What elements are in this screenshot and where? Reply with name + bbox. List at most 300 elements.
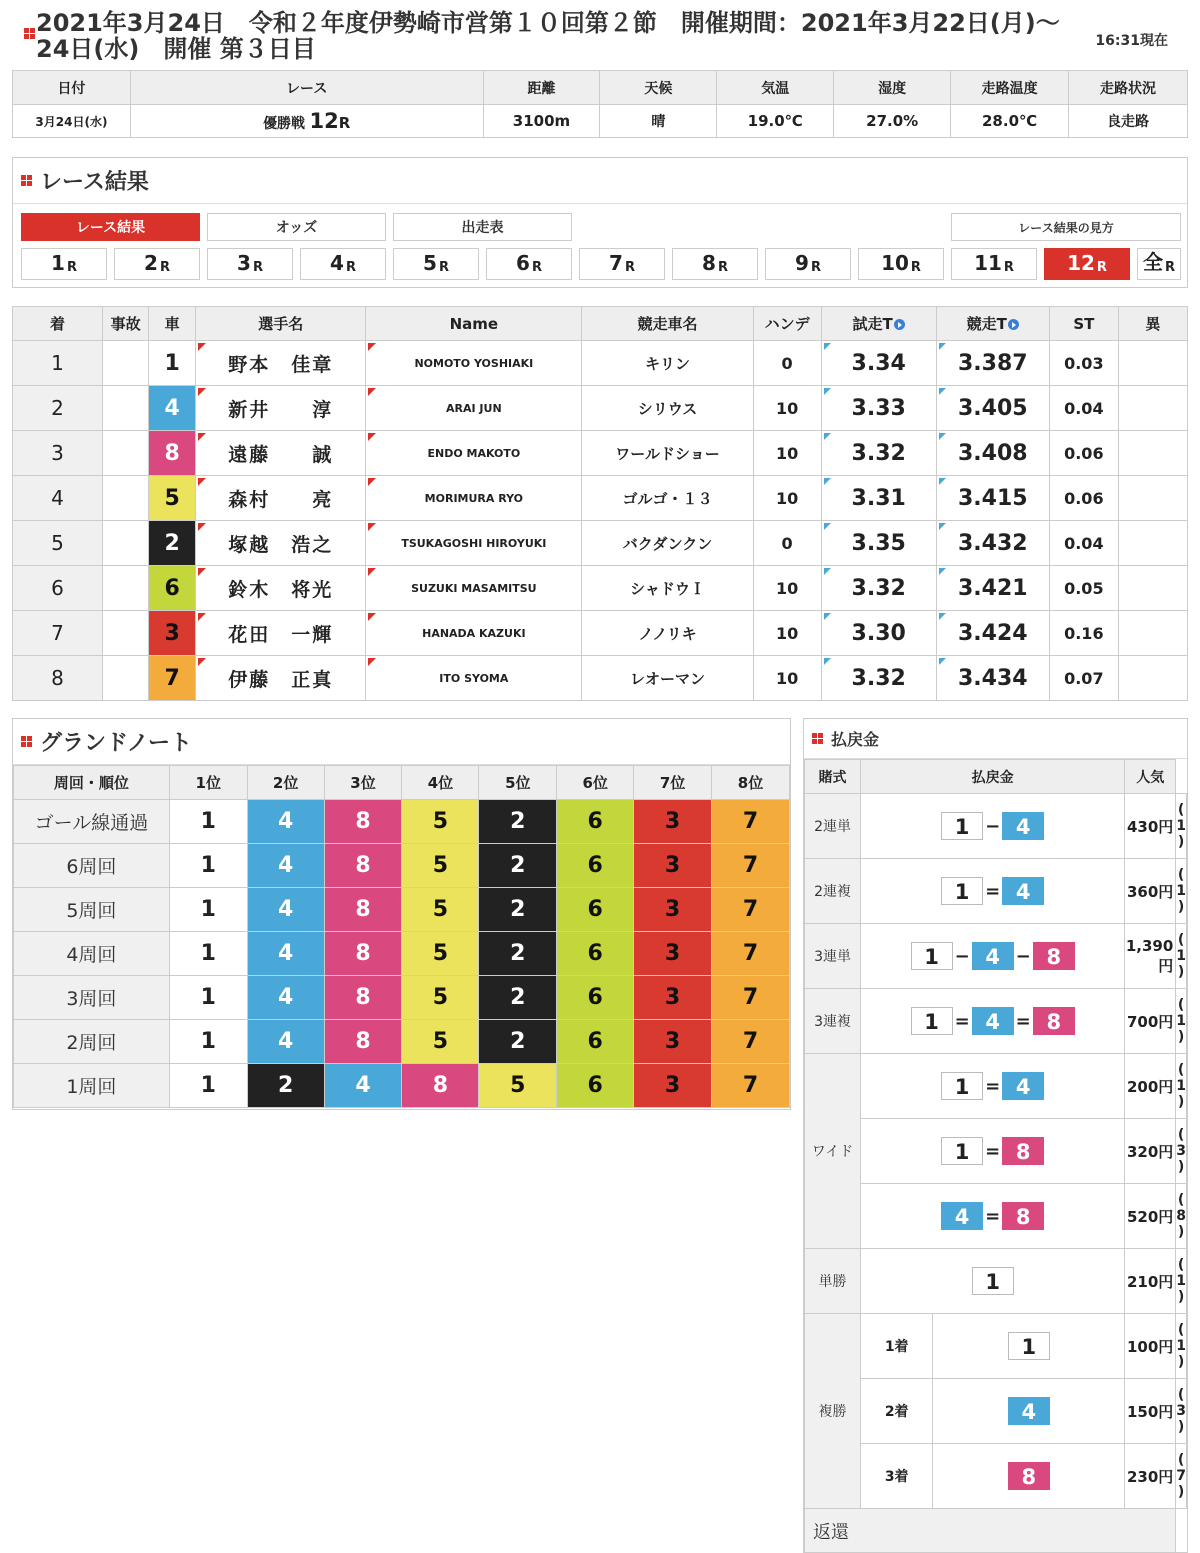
results-row: [13, 386, 1188, 431]
payout-popularity: ( 1 ): [1176, 859, 1187, 924]
payout-place-rank: 2着: [861, 1379, 933, 1444]
payout-row: [805, 1119, 1187, 1184]
info-track-temp: 28.0℃: [951, 105, 1069, 138]
ground-note-position: 3: [634, 800, 712, 844]
results-row: [13, 431, 1188, 476]
combination-car-box: 4: [972, 942, 1014, 970]
race-button-number: 12: [1067, 251, 1095, 275]
result-irregular: [1118, 656, 1187, 701]
ground-note-position: 3: [634, 1020, 712, 1064]
race-button-number: 2: [144, 251, 158, 275]
result-race-time: 3.424: [936, 611, 1049, 656]
results-header-8: [936, 307, 1049, 341]
result-irregular: [1118, 611, 1187, 656]
ground-note-position: 2: [479, 932, 557, 976]
result-trial-time: 3.32: [821, 566, 936, 611]
payout-combination: [861, 1184, 1125, 1249]
payout-row: [805, 924, 1187, 989]
result-rider-name[interactable]: 伊藤 正真: [196, 656, 366, 701]
combination-car-box: 8: [1033, 1007, 1075, 1035]
info-temp: 19.0℃: [717, 105, 834, 138]
ground-note-row: [14, 844, 790, 888]
race-button-12[interactable]: [1044, 248, 1130, 280]
payout-row: [805, 1249, 1187, 1314]
result-bike-name: ノノリキ: [582, 611, 753, 656]
results-panel-title: [13, 158, 1187, 204]
ground-note-position: 7: [712, 976, 790, 1020]
results-row: [13, 476, 1188, 521]
result-handicap: 0: [753, 341, 821, 386]
result-car-number: 5: [149, 476, 196, 521]
results-header-10: 異: [1118, 307, 1187, 341]
ground-note-row: [14, 976, 790, 1020]
payout-row: [805, 794, 1187, 859]
ground-note-lap: 3周回: [14, 976, 170, 1020]
payout-amount: 210円: [1125, 1249, 1176, 1314]
ground-note-header-4: 4位: [402, 766, 479, 800]
payout-bet-type: 2連単: [805, 794, 861, 859]
result-trial-time: 3.34: [821, 341, 936, 386]
results-header-6: ハンデ: [753, 307, 821, 341]
result-rider-name[interactable]: 塚越 浩之: [196, 521, 366, 566]
ground-note-row: [14, 1064, 790, 1108]
ground-note-position: 8: [402, 1064, 479, 1108]
payout-popularity: ( 3 ): [1176, 1119, 1187, 1184]
ground-note-position: 3: [634, 844, 712, 888]
payout-place-rank: 1着: [861, 1314, 933, 1379]
results-row: [13, 611, 1188, 656]
race-button-number: 6: [516, 251, 530, 275]
result-rank: 7: [13, 611, 103, 656]
info-date: 3月24日(水): [13, 105, 131, 138]
result-irregular: [1118, 476, 1187, 521]
ground-note-position: 1: [169, 1064, 247, 1108]
result-rank: 5: [13, 521, 103, 566]
result-start-timing: 0.03: [1049, 341, 1118, 386]
section-mark-icon: [21, 175, 32, 186]
payout-combination: [933, 1444, 1125, 1509]
race-button-unit: R: [345, 260, 356, 275]
result-accident: [103, 566, 149, 611]
combination-car-box: 1: [1008, 1332, 1050, 1360]
ground-note-position: 3: [634, 976, 712, 1020]
result-bike-name: ゴルゴ・１３: [582, 476, 753, 521]
result-accident: [103, 341, 149, 386]
ground-note-row: [14, 800, 790, 844]
payout-title-text: 払戻金: [831, 730, 880, 749]
race-type: 優勝戦: [263, 116, 306, 132]
race-button-11[interactable]: [951, 248, 1037, 280]
section-mark-icon: [812, 733, 823, 744]
ground-note-row: [14, 888, 790, 932]
as-of-time: 16:31現在: [1095, 33, 1168, 49]
section-mark-icon: [21, 736, 32, 747]
combination-separator: =: [985, 880, 1001, 902]
race-results-panel: [12, 157, 1188, 288]
result-start-timing: 0.06: [1049, 431, 1118, 476]
ground-note-position: 5: [402, 1020, 479, 1064]
ground-note-position: 5: [402, 976, 479, 1020]
payout-combination: [861, 989, 1125, 1054]
result-accident: [103, 386, 149, 431]
info-race: [130, 105, 483, 138]
payout-combination: [933, 1314, 1125, 1379]
race-button-unit: R: [624, 260, 635, 275]
info-header-temp: 気温: [717, 71, 834, 105]
result-car-number: 3: [149, 611, 196, 656]
race-button-3[interactable]: [207, 248, 293, 280]
result-handicap: 10: [753, 566, 821, 611]
payout-combination: [933, 1379, 1125, 1444]
info-header-weather: 天候: [600, 71, 717, 105]
race-button-number: 7: [609, 251, 623, 275]
combination-separator: =: [985, 1205, 1001, 1227]
ground-note-position: 1: [169, 932, 247, 976]
result-car-number: 2: [149, 521, 196, 566]
result-rider-name[interactable]: 花田 一輝: [196, 611, 366, 656]
result-accident: [103, 476, 149, 521]
ground-note-position: 6: [557, 1020, 634, 1064]
ground-note-position: 6: [557, 1064, 634, 1108]
ground-note-position: 1: [169, 1020, 247, 1064]
payout-row: [805, 1184, 1187, 1249]
ground-note-position: 5: [402, 888, 479, 932]
result-bike-name: シリウス: [582, 386, 753, 431]
ground-note-position: 5: [402, 844, 479, 888]
race-button-number: 1: [51, 251, 65, 275]
combination-car-box: 4: [1002, 812, 1044, 840]
ground-note-position: 6: [557, 976, 634, 1020]
ground-note-position: 6: [557, 888, 634, 932]
ground-note-position: 1: [169, 800, 247, 844]
ground-note-position: 5: [402, 800, 479, 844]
race-button-number: 10: [881, 251, 909, 275]
ground-note-header-7: 7位: [634, 766, 712, 800]
tab-race-results[interactable]: レース結果: [21, 213, 200, 241]
ground-note-lap: 5周回: [14, 888, 170, 932]
info-weather: 晴: [600, 105, 717, 138]
ground-note-header-0: 周回・順位: [14, 766, 170, 800]
payout-popularity: ( 1 ): [1176, 989, 1187, 1054]
result-car-number: 1: [149, 341, 196, 386]
ground-note-lap: 1周回: [14, 1064, 170, 1108]
payout-row: [805, 1444, 1187, 1509]
page-header: [12, 6, 1188, 70]
combination-car-box: 1: [941, 1072, 983, 1100]
ground-note-position: 2: [247, 1064, 324, 1108]
info-track-cond: 良走路: [1069, 105, 1188, 138]
race-unit: R: [338, 114, 351, 132]
ground-note-position: 6: [557, 844, 634, 888]
payout-combination: [861, 859, 1125, 924]
info-header-track-cond: 走路状況: [1069, 71, 1188, 105]
ground-note-position: 7: [712, 800, 790, 844]
result-start-timing: 0.06: [1049, 476, 1118, 521]
result-accident: [103, 521, 149, 566]
result-rider-name[interactable]: 野本 佳章: [196, 341, 366, 386]
result-race-time: 3.405: [936, 386, 1049, 431]
payout-amount: 320円: [1125, 1119, 1176, 1184]
results-header-2: 車: [149, 307, 196, 341]
payout-header-kind: 賭式: [805, 760, 861, 794]
result-race-time: 3.434: [936, 656, 1049, 701]
result-rider-name[interactable]: 新井 淳: [196, 386, 366, 431]
payout-panel: [803, 718, 1188, 1553]
ground-note-title: [13, 719, 790, 765]
race-button-unit: R: [717, 260, 728, 275]
combination-separator: =: [985, 1075, 1001, 1097]
result-accident: [103, 656, 149, 701]
result-race-time: 3.421: [936, 566, 1049, 611]
result-handicap: 10: [753, 611, 821, 656]
payout-title: [804, 719, 1187, 759]
result-irregular: [1118, 341, 1187, 386]
result-race-time: 3.415: [936, 476, 1049, 521]
result-bike-name: レオーマン: [582, 656, 753, 701]
payout-amount: 700円: [1125, 989, 1176, 1054]
race-button-unit: R: [531, 260, 542, 275]
race-button-number: 9: [795, 251, 809, 275]
combination-separator: −: [954, 945, 970, 967]
result-start-timing: 0.04: [1049, 386, 1118, 431]
payout-combination: [861, 1249, 1125, 1314]
result-rider-name[interactable]: 森村 亮: [196, 476, 366, 521]
result-rider-name-en: MORIMURA RYO: [366, 476, 582, 521]
results-header-text: 試走T: [852, 315, 893, 333]
ground-note-position: 4: [247, 844, 324, 888]
ground-note-position: 4: [324, 1064, 402, 1108]
ground-note-position: 2: [479, 844, 557, 888]
result-bike-name: シャドウＩ: [582, 566, 753, 611]
ground-note-header-6: 6位: [557, 766, 634, 800]
result-car-number: 7: [149, 656, 196, 701]
combination-car-box: 4: [1002, 1072, 1044, 1100]
ground-note-header-2: 2位: [247, 766, 324, 800]
info-header-track-temp: 走路温度: [951, 71, 1069, 105]
result-rider-name-en: HANADA KAZUKI: [366, 611, 582, 656]
payout-combination: [861, 1119, 1125, 1184]
result-rider-name-en: TSUKAGOSHI HIROYUKI: [366, 521, 582, 566]
ground-note-panel: [12, 718, 791, 1110]
results-title-text: レース結果: [40, 170, 149, 195]
result-rider-name-en: NOMOTO YOSHIAKI: [366, 341, 582, 386]
payout-popularity: ( 1 ): [1176, 1054, 1187, 1119]
result-rider-name-en: ITO SYOMA: [366, 656, 582, 701]
race-button-5[interactable]: [393, 248, 479, 280]
result-race-time: 3.432: [936, 521, 1049, 566]
race-button-6[interactable]: [486, 248, 572, 280]
combination-car-box: 1: [941, 1137, 983, 1165]
race-button-2[interactable]: [114, 248, 200, 280]
race-button-13[interactable]: [1137, 248, 1181, 280]
payout-popularity: ( 1 ): [1176, 794, 1187, 859]
ground-note-position: 2: [479, 888, 557, 932]
payout-combination: [861, 794, 1125, 859]
ground-note-position: 8: [324, 1020, 402, 1064]
info-header-date: 日付: [13, 71, 131, 105]
result-rider-name[interactable]: 遠藤 誠: [196, 431, 366, 476]
combination-car-box: 4: [941, 1202, 983, 1230]
combination-car-box: 1: [941, 812, 983, 840]
payout-popularity: ( 1 ): [1176, 1249, 1187, 1314]
race-button-number: 5: [423, 251, 437, 275]
ground-note-header-5: 5位: [479, 766, 557, 800]
combination-separator: −: [1015, 945, 1031, 967]
results-row: [13, 521, 1188, 566]
payout-amount: 430円: [1125, 794, 1176, 859]
combination-car-box: 4: [972, 1007, 1014, 1035]
payout-row: [805, 1379, 1187, 1444]
result-rank: 1: [13, 341, 103, 386]
payout-bet-type: 3連単: [805, 924, 861, 989]
info-humidity: 27.0%: [834, 105, 951, 138]
ground-note-position: 7: [712, 1020, 790, 1064]
result-rider-name-en: SUZUKI MASAMITSU: [366, 566, 582, 611]
result-bike-name: ワールドショー: [582, 431, 753, 476]
race-number: 12: [309, 109, 339, 133]
race-button-9[interactable]: [765, 248, 851, 280]
tab-odds[interactable]: オッズ: [207, 213, 386, 241]
info-header-distance: 距離: [483, 71, 600, 105]
result-car-number: 6: [149, 566, 196, 611]
race-button-1[interactable]: [21, 248, 107, 280]
results-help-link[interactable]: レース結果の見方: [951, 213, 1181, 241]
combination-car-box: 4: [1008, 1397, 1050, 1425]
race-button-unit: R: [1164, 260, 1175, 275]
result-accident: [103, 611, 149, 656]
combination-separator: =: [1015, 1010, 1031, 1032]
results-header-text: 競走T: [966, 315, 1007, 333]
payout-amount: 230円: [1125, 1444, 1176, 1509]
result-rank: 2: [13, 386, 103, 431]
payout-combination: [861, 924, 1125, 989]
combination-car-box: 8: [1008, 1462, 1050, 1490]
race-button-number: 3: [237, 251, 251, 275]
result-race-time: 3.408: [936, 431, 1049, 476]
combination-separator: =: [954, 1010, 970, 1032]
ground-note-lap: 2周回: [14, 1020, 170, 1064]
payout-bet-type: ワイド: [805, 1054, 861, 1249]
ground-note-position: 8: [324, 800, 402, 844]
payout-row: [805, 1054, 1187, 1119]
race-button-4[interactable]: [300, 248, 386, 280]
result-race-time: 3.387: [936, 341, 1049, 386]
ground-note-position: 2: [479, 976, 557, 1020]
payout-row: [805, 859, 1187, 924]
result-car-number: 8: [149, 431, 196, 476]
play-icon[interactable]: [1008, 319, 1019, 330]
ground-note-row: [14, 932, 790, 976]
race-button-number: 4: [330, 251, 344, 275]
ground-note-position: 6: [557, 800, 634, 844]
race-button-number: 8: [702, 251, 716, 275]
payout-amount: 360円: [1125, 859, 1176, 924]
payout-refund-row: [805, 1509, 1187, 1553]
ground-note-header-8: 8位: [712, 766, 790, 800]
race-button-unit: R: [159, 260, 170, 275]
race-button-10[interactable]: [858, 248, 944, 280]
result-start-timing: 0.07: [1049, 656, 1118, 701]
result-rider-name[interactable]: 鈴木 将光: [196, 566, 366, 611]
ground-note-position: 2: [479, 1020, 557, 1064]
info-header-humidity: 湿度: [834, 71, 951, 105]
ground-note-position: 3: [634, 932, 712, 976]
payout-popularity: ( 1 ): [1176, 1314, 1187, 1379]
ground-note-position: 8: [324, 932, 402, 976]
payout-amount: 100円: [1125, 1314, 1176, 1379]
payout-amount: 200円: [1125, 1054, 1176, 1119]
race-button-unit: R: [66, 260, 77, 275]
result-rank: 4: [13, 476, 103, 521]
ground-note-position: 2: [479, 800, 557, 844]
results-header-3: 選手名: [196, 307, 366, 341]
payout-amount: 150円: [1125, 1379, 1176, 1444]
ground-note-lap: ゴール線通過: [14, 800, 170, 844]
ground-note-position: 4: [247, 1020, 324, 1064]
result-bike-name: バクダンクン: [582, 521, 753, 566]
play-icon[interactable]: [894, 319, 905, 330]
tab-entries[interactable]: 出走表: [393, 213, 572, 241]
results-header-1: 事故: [103, 307, 149, 341]
payout-popularity: ( 3 ): [1176, 1379, 1187, 1444]
ground-note-position: 4: [247, 800, 324, 844]
result-handicap: 10: [753, 656, 821, 701]
payout-refund: 返還: [805, 1509, 1176, 1553]
payout-combination: [861, 1054, 1125, 1119]
combination-separator: −: [985, 815, 1001, 837]
result-irregular: [1118, 431, 1187, 476]
race-button-unit: R: [910, 260, 921, 275]
page-title: 2021年3月24日 令和２年度伊勢崎市営第１０回第２節 開催期間：2021年3月22日(月)〜24日(水) 開催 第３日目: [36, 9, 1060, 63]
results-header-9: ST: [1049, 307, 1118, 341]
ground-note-position: 8: [324, 976, 402, 1020]
race-button-7[interactable]: [579, 248, 665, 280]
payout-table: [804, 759, 1187, 1553]
combination-separator: =: [985, 1140, 1001, 1162]
result-bike-name: キリン: [582, 341, 753, 386]
combination-car-box: 1: [911, 942, 953, 970]
ground-note-position: 7: [712, 888, 790, 932]
payout-bet-type: 2連複: [805, 859, 861, 924]
result-rank: 3: [13, 431, 103, 476]
race-button-8[interactable]: [672, 248, 758, 280]
results-row: [13, 341, 1188, 386]
payout-amount: 520円: [1125, 1184, 1176, 1249]
ground-note-table: [13, 765, 790, 1108]
race-info-table: [12, 70, 1188, 138]
result-start-timing: 0.05: [1049, 566, 1118, 611]
combination-car-box: 1: [911, 1007, 953, 1035]
race-button-unit: R: [1003, 260, 1014, 275]
ground-note-position: 5: [402, 932, 479, 976]
payout-bet-type: 単勝: [805, 1249, 861, 1314]
payout-header-amount: 払戻金: [861, 760, 1125, 794]
ground-note-position: 3: [634, 888, 712, 932]
result-handicap: 10: [753, 476, 821, 521]
combination-car-box: 1: [972, 1267, 1014, 1295]
payout-popularity: ( 8 ): [1176, 1184, 1187, 1249]
ground-note-position: 4: [247, 932, 324, 976]
result-trial-time: 3.32: [821, 656, 936, 701]
payout-header-pop: 人気: [1125, 760, 1176, 794]
results-row: [13, 566, 1188, 611]
ground-note-position: 4: [247, 976, 324, 1020]
payout-bet-type: 3連複: [805, 989, 861, 1054]
payout-place-rank: 3着: [861, 1444, 933, 1509]
ground-note-position: 7: [712, 1064, 790, 1108]
ground-note-position: 6: [557, 932, 634, 976]
payout-popularity: ( 1 ): [1176, 924, 1187, 989]
